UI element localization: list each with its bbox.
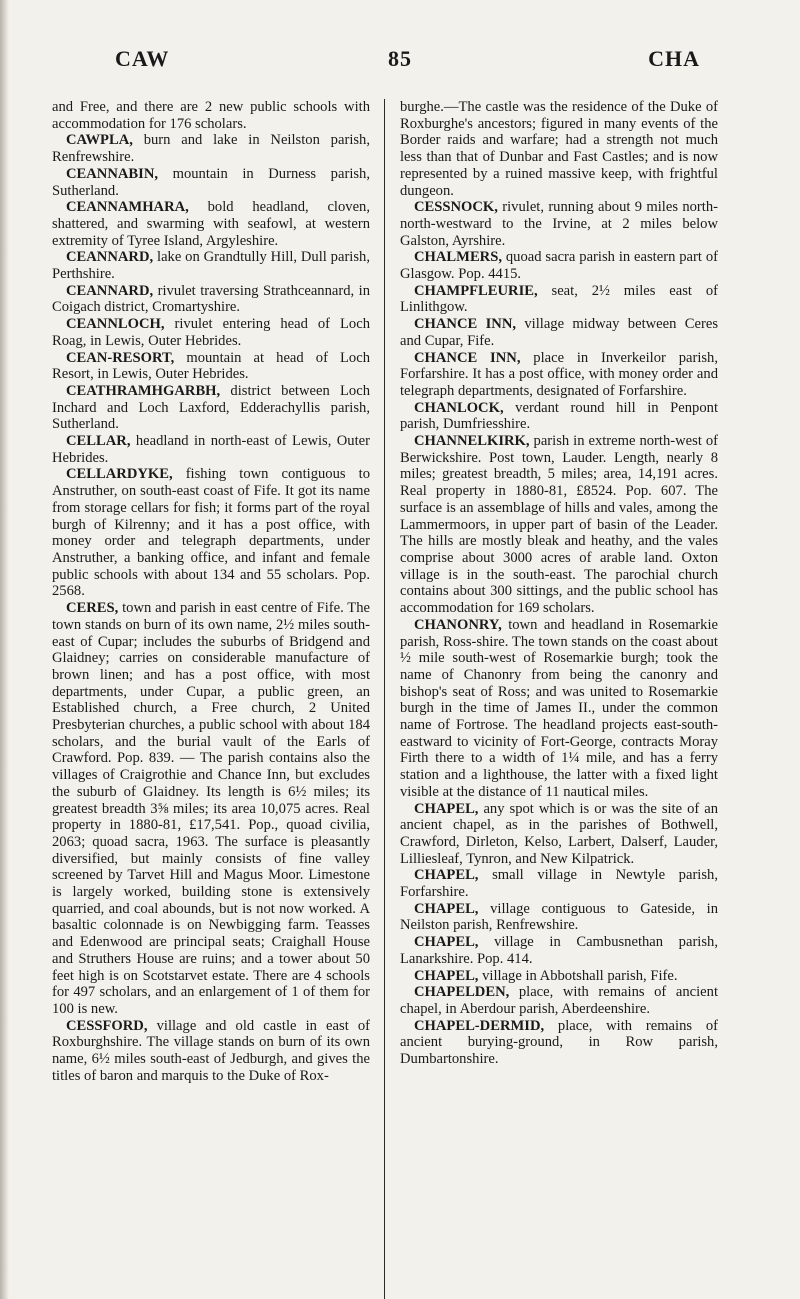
entry-list — [52, 132, 370, 1084]
entry-text: place, with remains of ancient chapel, in Aberdour parish, Aberdeenshire. — [400, 984, 718, 1017]
gazetteer-entry — [52, 199, 370, 249]
continuation-text: and Free, and there are 2 new public schools with accommodation for 176 scholars. — [52, 99, 370, 132]
entry-headword: CHANNELKIRK, — [414, 433, 530, 450]
gazetteer-entry — [400, 1018, 718, 1068]
gazetteer-entry — [400, 901, 718, 934]
gazetteer-entry — [400, 617, 718, 801]
entry-text: fishing town contiguous to Anstruther, on south-east coast of Fife. It got its name from storage cellars for fish; it forms part of the royal burgh of Kilrenny; and it has a post office, with money order and telegraph departments, under Anstruther, a banking office, and infant and female public schools with about 134 and 55 scholars. Pop. 2568. — [52, 466, 370, 600]
entry-text: place, with remains of ancient burying-ground, in Row parish, Dumbartonshire. — [400, 1017, 718, 1068]
entry-headword: CEANNARD, — [66, 282, 154, 299]
entry-text: bold headland, cloven, shattered, and swarming with seafowl, at western extremity of Tyree Island, Argyleshire. — [52, 199, 370, 249]
entry-headword: CHAPEL, — [414, 867, 479, 884]
entry-headword: CHANLOCK, — [414, 399, 504, 416]
entry-headword: CESSNOCK, — [414, 199, 498, 216]
entry-headword: CHAMPFLEURIE, — [414, 282, 538, 299]
entry-text: place in Inverkeilor parish, Forfarshire. It has a post office, with money order and telegraph departments, designated of Forfarshire. — [400, 349, 719, 399]
gazetteer-entry — [400, 350, 718, 400]
gazetteer-entry — [400, 283, 718, 316]
gazetteer-entry — [52, 433, 370, 466]
entry-text: rivulet entering head of Loch Roag, in Lewis, Outer Hebrides. — [52, 316, 370, 349]
entry-headword: CELLAR, — [66, 433, 131, 450]
header-right-guideword: CHA — [648, 46, 700, 71]
entry-headword: CHAPEL, — [414, 800, 479, 817]
page-edge-shadow — [0, 0, 9, 1299]
entry-headword: CEAN-RESORT, — [66, 349, 175, 366]
entry-text: headland in north-east of Lewis, Outer Hebrides. — [52, 433, 370, 466]
entry-text: rivulet, running about 9 miles north-north-westward to the Irvine, at 2 miles below Galston, Ayrshire. — [400, 199, 718, 249]
gazetteer-entry — [400, 867, 718, 900]
entry-headword: CHAPEL, — [414, 900, 479, 917]
gazetteer-entry — [400, 199, 718, 249]
entry-headword: CHAPEL, — [414, 934, 479, 951]
gazetteer-entry — [400, 934, 718, 967]
entry-headword: CERES, — [66, 600, 119, 617]
entry-headword: CHAPEL-DERMID, — [414, 1017, 545, 1034]
gazetteer-entry — [52, 249, 370, 282]
gazetteer-entry — [52, 166, 370, 199]
gazetteer-entry — [52, 600, 370, 1018]
entry-text: village contiguous to Gateside, in Neilston parish, Renfrewshire. — [400, 900, 718, 934]
entry-text: village in Abbotshall parish, Fife. — [478, 967, 678, 984]
entry-headword: CHAPEL, — [414, 967, 479, 984]
entry-headword: CEANNAMHARA, — [66, 199, 189, 216]
entry-text: quoad sacra parish in eastern part of Glasgow. Pop. 4415. — [400, 249, 718, 283]
entry-headword: CEANNABIN, — [66, 165, 159, 182]
entry-text: seat, 2½ miles east of Linlithgow. — [400, 282, 718, 316]
gazetteer-entry — [400, 249, 718, 282]
entry-headword: CHANCE INN, — [414, 316, 517, 333]
entry-text: rivulet traversing Strathceannard, in Coigach district, Cromartyshire. — [52, 282, 370, 316]
entry-text: burn and lake in Neilston parish, Renfrewshire. — [52, 132, 370, 166]
entry-headword: CELLARDYKE, — [66, 466, 173, 483]
gazetteer-entry — [52, 383, 370, 433]
gazetteer-entry — [52, 316, 370, 349]
entry-text: village in Cambusnethan parish, Lanarkshire. Pop. 414. — [400, 934, 718, 967]
running-header — [60, 46, 740, 76]
entry-headword: CHALMERS, — [414, 249, 502, 266]
entry-text: district between Loch Inchard and Loch Laxford, Edderachyllis parish, Sutherland. — [52, 382, 370, 433]
entry-text: mountain at head of Loch Resort, in Lewis, Outer Hebrides. — [52, 349, 370, 383]
entry-headword: CHAPELDEN, — [414, 984, 510, 1001]
entry-text: parish in extreme north-west of Berwickshire. Post town, Lauder. Length, nearly 8 miles; greatest breadth, 5 miles; area, 14,191 acres. Real property in 1880-81, £8524. Pop. 607. The surface is an assemblage of hills and vales, among the Lammermoors, in upper part of basin of the Leader. The hills are mostly bleak and heathy, and the vales comprise about 3000 acres of arable land. Oxton village is in the south-east. The parochial church contains about 300 sittings, and the public school has accommodation for 169 scholars. — [400, 433, 718, 617]
entry-headword: CESSFORD, — [66, 1017, 148, 1034]
gazetteer-entry — [400, 968, 718, 985]
entry-text: village midway between Ceres and Cupar, Fife. — [400, 316, 719, 349]
entry-headword: CEANNARD, — [66, 249, 154, 266]
gazetteer-entry — [400, 433, 718, 617]
entry-text: mountain in Durness parish, Sutherland. — [52, 165, 370, 199]
gazetteer-entry — [52, 350, 370, 383]
entry-headword: CHANONRY, — [414, 616, 502, 633]
entry-headword: CAWPLA, — [66, 132, 133, 149]
gazetteer-entry — [52, 132, 370, 165]
entry-text: small village in Newtyle parish, Forfarshire. — [400, 867, 718, 901]
gazetteer-entry — [400, 984, 718, 1017]
entry-text: town and parish in east centre of Fife. The town stands on burn of its own name, 2½ miles south-east of Cupar; includes the suburbs of Bridgend and Glaidney; carries on considerable manufacture of brown linen; and has a post office, with most departments, under Cupar, a public green, an Established church, a Free church, 2 United Presbyterian churches, a public school with about 184 scholars, and the burial vault of the Earls of Crawford. Pop. 839. — The parish contains also the villages of Craigrothie and Chance Inn, but excludes the suburb of Glaidney. Its length is 6½ miles; its greatest breadth 3⅝ miles; its area 10,075 acres. Real property in 1880-81, £17,541. Pop., quoad civilia, 2063; quoad sacra, 1963. The surface is pleasantly diversified, but mainly consists of fine valley screened by Tarvet Hill and Magus Moor. Limestone is largely worked, building stone is extensively quarried, and coal abounds, but is not now worked. A basaltic colonnade is on Newbigging farm. Teasses and Edenwood are principal seats; Craighall House and Struthers House are ruins; and a tower about 50 feet high is on Scotstarvet estate. There are 4 schools for 497 scholars, and an enlargement of 1 of them for 100 is new. — [52, 600, 370, 1017]
entry-headword: CEANNLOCH, — [66, 316, 165, 333]
entry-list — [400, 199, 718, 1068]
column-divider — [384, 99, 385, 1299]
header-left-guideword: CAW — [115, 46, 170, 71]
entry-text: village and old castle in east of Roxburghshire. The village stands on burn of its own name, 6½ miles south-east of Jedburgh, and gives the titles of baron and marquis to the Duke of Rox- — [52, 1017, 370, 1084]
gazetteer-entry — [52, 466, 370, 600]
gazetteer-entry — [400, 316, 718, 349]
entry-text: lake on Grandtully Hill, Dull parish, Perthshire. — [52, 249, 370, 283]
left-column — [52, 99, 370, 1084]
gazetteer-entry — [400, 400, 718, 433]
right-column — [400, 99, 718, 1068]
page-number: 85 — [388, 46, 412, 71]
continuation-text: burghe.—The castle was the residence of the Duke of Roxburghe's ancestors; figured in many events of the Border raids and warfare; had a strength not much less than that of Dunbar and Fast Castles; and is now represented by a ruined massive keep, with frightful dungeon. — [400, 99, 718, 199]
gazetteer-entry — [400, 801, 718, 868]
entry-text: any spot which is or was the site of an ancient chapel, as in the parishes of Bothwell, Crawford, Dirleton, Kelso, Larbert, Dalserf, Lauder, Lilliesleaf, Tynron, and New Kilpatrick. — [400, 800, 718, 867]
entry-text: town and headland in Rosemarkie parish, Ross-shire. The town stands on the coast about ½ mile south-west of Rosemarkie burgh; took the name of Chanonry from being the canonry and bishop's seat of Ross; and was united to Rosemarkie burgh in the time of James II., under the common name of Fortrose. The headland projects east-south-eastward to vicinity of Fort-George, contracts Moray Firth there to a width of 1¼ mile, and has a ferry station and a lighthouse, the latter with a fixed light visible at the distance of 11 nautical miles. — [400, 616, 718, 800]
gazetteer-entry — [52, 1018, 370, 1085]
entry-headword: CEATHRAMHGARBH, — [66, 382, 221, 399]
entry-headword: CHANCE INN, — [414, 349, 521, 366]
gazetteer-entry — [52, 283, 370, 316]
entry-text: verdant round hill in Penpont parish, Dumfriesshire. — [400, 399, 718, 433]
